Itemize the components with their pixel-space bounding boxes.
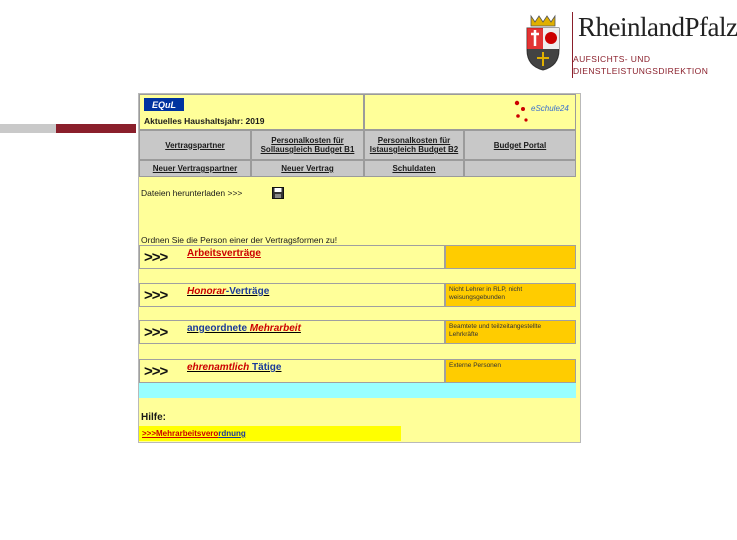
eschule-dots-icon bbox=[513, 99, 533, 123]
contract-note bbox=[445, 245, 576, 269]
brand-wordmark: RheinlandPfalz bbox=[578, 12, 737, 42]
floppy-disk-icon[interactable] bbox=[272, 187, 284, 199]
contract-row-mehrarbeit[interactable] bbox=[139, 320, 445, 344]
menu-schuldaten[interactable]: Schuldaten bbox=[364, 160, 464, 177]
download-label: Dateien herunterladen >>> bbox=[141, 188, 243, 198]
menu-personalkosten-b2[interactable]: Personalkosten für Istausgleich Budget B2 bbox=[364, 130, 464, 160]
row-arrows: >>> bbox=[144, 363, 168, 380]
accent-bar-red bbox=[56, 124, 136, 133]
link-honorar-vertraege[interactable]: Honorar-Verträge bbox=[187, 286, 270, 297]
menu-personalkosten-b1[interactable]: Personalkosten für Sollausgleich Budget B1 bbox=[251, 130, 364, 160]
budget-year-label: Aktuelles Haushaltsjahr: 2019 bbox=[144, 116, 265, 126]
menu-neuer-vertrag[interactable]: Neuer Vertrag bbox=[251, 160, 364, 177]
menu-neuer-vertragspartner[interactable]: Neuer Vertragspartner bbox=[139, 160, 251, 177]
contract-row-honorar[interactable] bbox=[139, 283, 445, 307]
contract-note: Externe Personen bbox=[445, 359, 576, 383]
row-arrows: >>> bbox=[144, 287, 168, 304]
app-header-right bbox=[364, 94, 576, 130]
coat-of-arms-icon bbox=[521, 14, 565, 72]
menu-vertragspartner[interactable]: Vertragspartner bbox=[139, 130, 251, 160]
menu-empty bbox=[464, 160, 576, 177]
instruction-text: Ordnen Sie die Person einer der Vertragsformen zu! bbox=[141, 235, 338, 245]
contract-note: Nicht Lehrer in RLP, nicht weisungsgebunden bbox=[445, 283, 576, 307]
eschule-logo: eSchule24 bbox=[531, 104, 569, 113]
cyan-divider bbox=[139, 383, 576, 398]
agency-line-1: AUFSICHTS- UND bbox=[573, 54, 651, 64]
equal-logo: EQuL bbox=[144, 98, 184, 111]
link-angeordnete-mehrarbeit[interactable]: angeordnete Mehrarbeit bbox=[187, 323, 301, 334]
row-arrows: >>> bbox=[144, 249, 168, 266]
link-arbeitsvertraege[interactable]: Arbeitsverträge bbox=[187, 248, 261, 259]
row-arrows: >>> bbox=[144, 324, 168, 341]
agency-line-2: DIENSTLEISTUNGSDIREKTION bbox=[573, 66, 709, 76]
help-title: Hilfe: bbox=[141, 412, 166, 423]
contract-row-arbeitsvertraege[interactable] bbox=[139, 245, 445, 269]
menu-budget-portal[interactable]: Budget Portal bbox=[464, 130, 576, 160]
app-header-left bbox=[139, 94, 364, 130]
app-screenshot-panel bbox=[138, 93, 581, 443]
contract-row-ehrenamtlich[interactable] bbox=[139, 359, 445, 383]
accent-bar-grey bbox=[0, 124, 56, 133]
help-link-mehrarbeitsverordnung[interactable]: >>>Mehrarbeitsverordnung bbox=[139, 426, 401, 441]
link-ehrenamtlich-taetige[interactable]: ehrenamtlich Tätige bbox=[187, 362, 282, 373]
contract-note: Beamtete und teilzeitangestellte Lehrkräfte bbox=[445, 320, 576, 344]
